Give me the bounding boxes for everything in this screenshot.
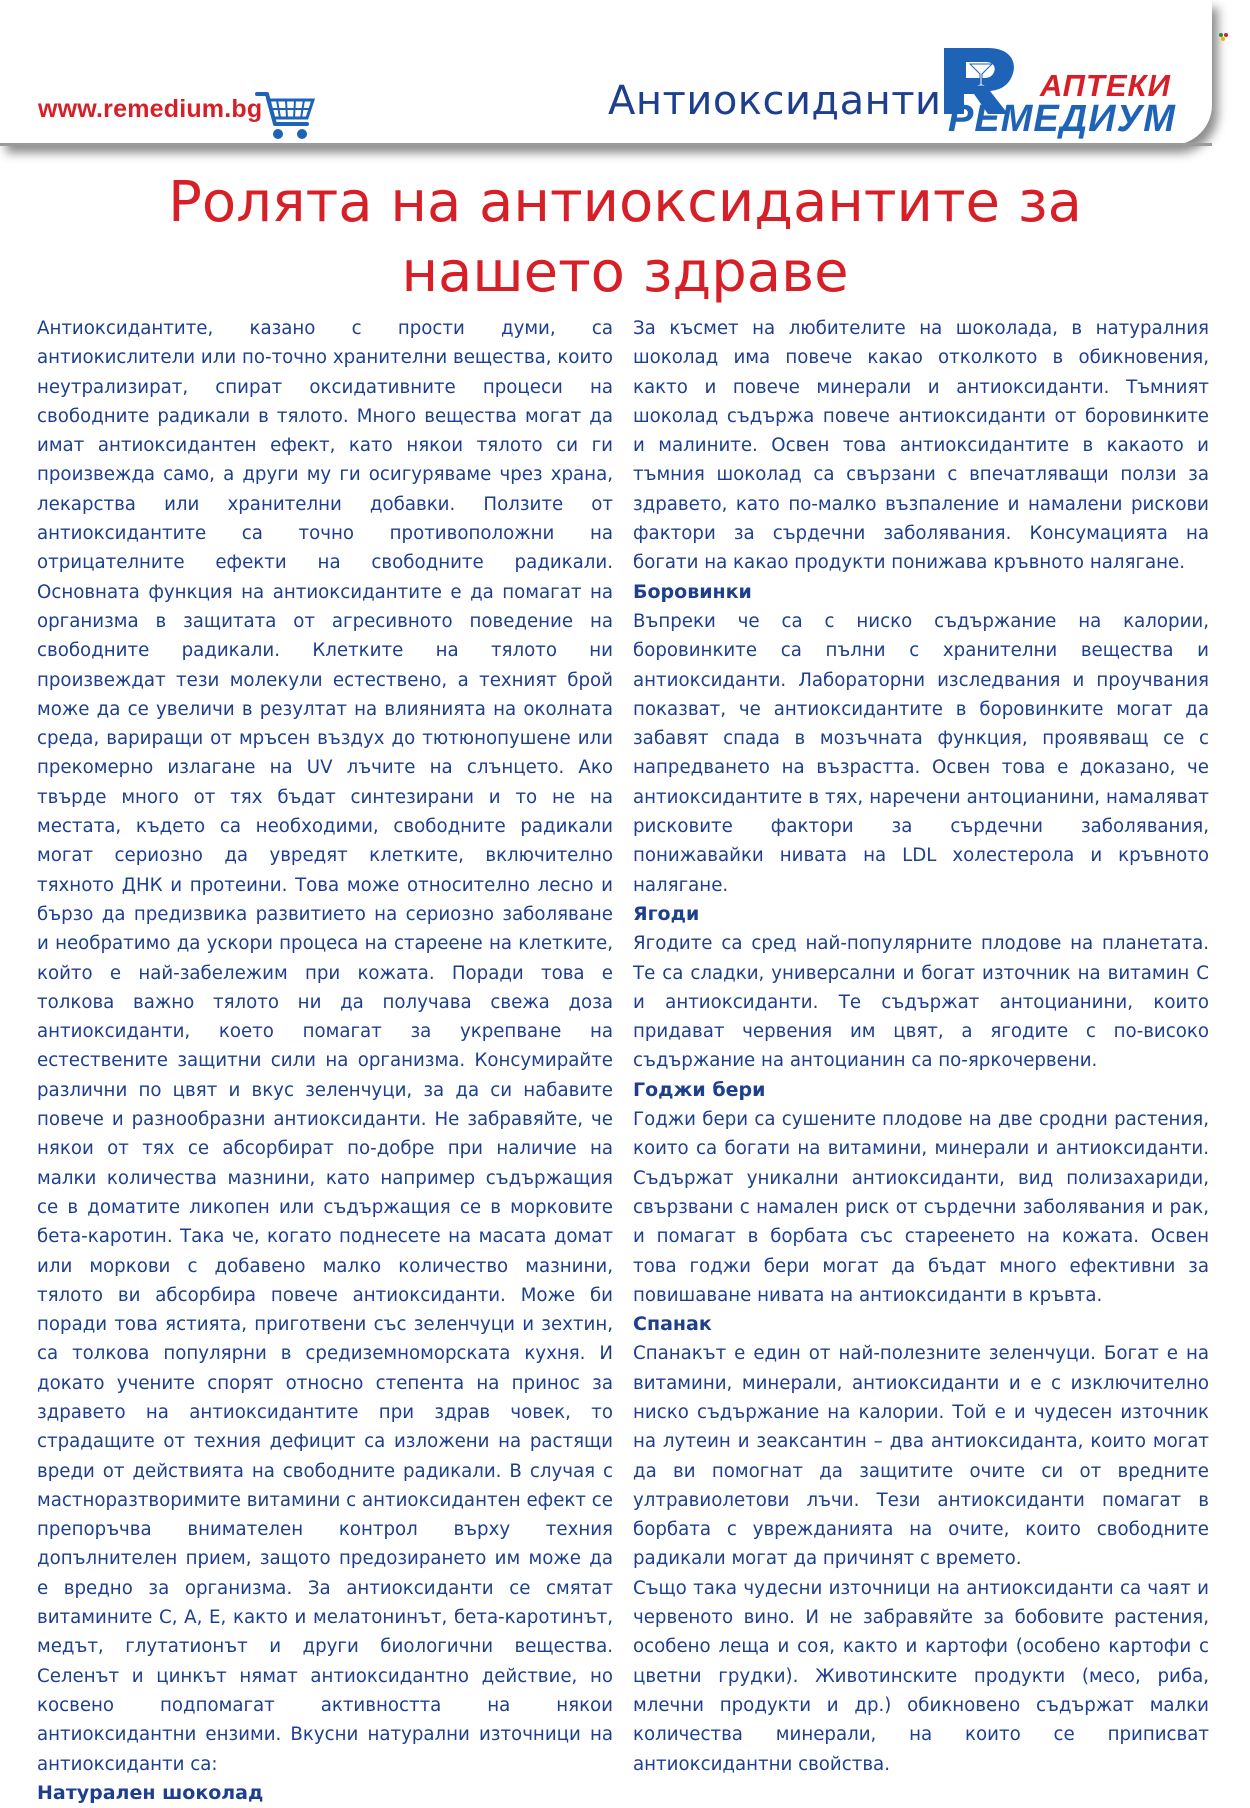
article-title	[0, 168, 1250, 308]
strawberries-paragraph: Ягодите са сред най-популярните плодове на планетата. Те са сладки, универсални и богат източник на витамин С и антиоксиданти. Те съдържат антоцианини, които придават червения им цвят, а ягодите с по-високо съдържание на антоцианин са по-яркочервени.	[633, 933, 1209, 1072]
article-title-line-2: нашето здраве	[401, 240, 849, 305]
blueberries-paragraph: Въпреки че са с ниско съдържание на калории, боровинките са пълни с хранителни вещества и антиоксиданти. Лабораторни изследвания и проучвания показват, че антиоксидантите в боровинките могат да забавят спада в мозъчната функция, проявяващ се с напредването на възрастта. Освен това е доказано, че антиоксидантите в тях, наречени антоцианини, намаляват рисковите фактори за сърдечни заболявания, понижавайки нивата на LDL холестерола и кръвното налягане.	[633, 610, 1209, 896]
spinach-paragraph: Спанакът е един от най-полезните зеленчуци. Богат е на витамини, минерали, антиоксиданти и е с изключително ниско съдържание на калории. Той е и чудесен източник на лутеин и зеаксантин – два антиоксиданта, които могат да ви помогнат да защитите очите си от вредните ултравиолетови лъчи. Тези антиоксиданти помагат в борбата с уврежданията на очите, които свободните радикали могат да причинят с времето.	[633, 1343, 1209, 1570]
closing-paragraph: Също така чудесни източници на антиоксиданти са чаят и червеното вино. И не забравяйте за бобовите растения, особено леща и соя, както и картофи (особено картофи с цветни грудки). Животинските продукти (месо, риба, млечни продукти и др.) обикновено съдържат малки количества минерали, на които се приписват антиоксидантни свойства.	[633, 1577, 1209, 1775]
header-divider	[0, 143, 1212, 146]
section-title: Антиоксиданти	[608, 78, 942, 124]
color-dots-icon	[1218, 32, 1230, 42]
goji-paragraph: Годжи бери са сушените плодове на две сродни растения, които са богати на витамини, минерали и антиоксиданти. Съдържат уникални антиоксиданти, вид полизахариди, свързвани с намален риск от сърдечни заболявания и рак, и помагат в борбата със стареенето на кожата. Освен това годжи бери могат да бъдат много ефективни за повишаване нивата на антиоксиданти в кръвта.	[633, 1109, 1209, 1306]
intro-paragraph: Антиоксидантите, казано с прости думи, са антиокислители или по-точно хранителни вещества, които неутрализират, спират оксидативните процеси на свободните радикали в тялото. Много вещества могат да имат антиоксидантен ефект, като някои тялото си ги произвежда само, а други му ги осигуряваме чрез храна, лекарства или хранителни добавки. Ползите от антиоксидантите са точно противоположни на отрицателните ефекти на свободните радикали. Основната функция на антиоксидантите е да помагат на организма в защитата от агресивното поведение на свободните радикали. Клетките на тялото ни произвеждат тези молекули естествено, а техният брой може да се увеличи в резултат на влиянията на околната среда, вариращи от мръсен въздух до тютюнопушене или прекомерно излагане на UV лъчите на слънцето. Ако твърде много от тях бъдат синтезирани и то не на местата, където са необходими, свободните радикали могат сериозно да увредят клетките, включително тяхното ДНК и протеини. Това може относително лесно и бързо да предизвика развитието на сериозно заболяване и необратимо да ускори процеса на стареене на клетките, който е най-забележим при кожата. Поради това е толкова важно тялото ни да получава свежа доза антиоксиданти, което помагат за укрепване на естествените защитни сили на организма. Консумирайте различни по цвят и вкус зеленчуци, за да си набавите повече и разнообразни антиоксиданти. Не забравяйте, че някои от тях се абсорбират по-добре при наличие на малки количества мазнини, като например съдържащия се в доматите ликопен или съдържащия се в морковите бета-каротин. Така че, когато поднесете на масата домат или моркови с добавено малко количество мазнини, тялото ви абсорбира повече антиоксиданти. Може би поради това ястията, приготвени със зеленчуци и зехтин, са толкова популярни в средиземноморската кухня. И докато учените спорят относно степента на принос за здравето на антиоксидантите при здрав човек, то страдащите от техния дефицит са изложени на растящи вреди от действията на свободните радикали. В случая с мастноразтворимите витамини с антиоксидантен ефект се препоръчва внимателен контрол върху техния допълнителен прием, защото предозирането им може да е вредно за организма. За антиоксиданти се смятат витамините С, А, Е, както и мелатонинът, бета-каротинът, медът, глутатионът и други биологични вещества. Селенът и цинкът нямат антиоксидантно действие, но косвено подпомагат активността на някои антиоксидантни ензими. Вкусни натурални източници на антиоксиданти са:	[37, 318, 613, 1775]
spinach-heading: Спанак	[633, 1313, 712, 1336]
article-column-right	[633, 314, 1209, 1779]
logo-text-pharmacies: АПТЕКИ	[1040, 68, 1171, 103]
chocolate-heading: Натурален шоколад	[37, 1781, 264, 1804]
article-column-left	[37, 314, 613, 1808]
blueberries-heading: Боровинки	[633, 580, 752, 603]
goji-heading: Годжи бери	[633, 1078, 766, 1101]
chocolate-paragraph: За късмет на любителите на шоколада, в натуралния шоколад има повече какао отколкото в обикновения, както и повече минерали и антиоксиданти. Тъмният шоколад съдържа повече антиоксиданти от боровинките и малините. Освен това антиоксидантите в какаото и тъмния шоколад са свързани с впечатляващи ползи за здравето, като по-малко възпаление и намалени рискови фактори за сърдечни заболявания. Консумацията на богати на какао продукти понижава кръвното налягане.	[633, 318, 1209, 574]
logo-text-remedium: РЕМЕДИУМ	[948, 98, 1176, 140]
article-title-line-1: Ролята на антиоксидантите за	[168, 170, 1082, 235]
strawberries-heading: Ягоди	[633, 902, 700, 925]
site-url-link[interactable]: www.remedium.bg	[38, 95, 263, 123]
shopping-cart-icon[interactable]	[255, 88, 317, 142]
